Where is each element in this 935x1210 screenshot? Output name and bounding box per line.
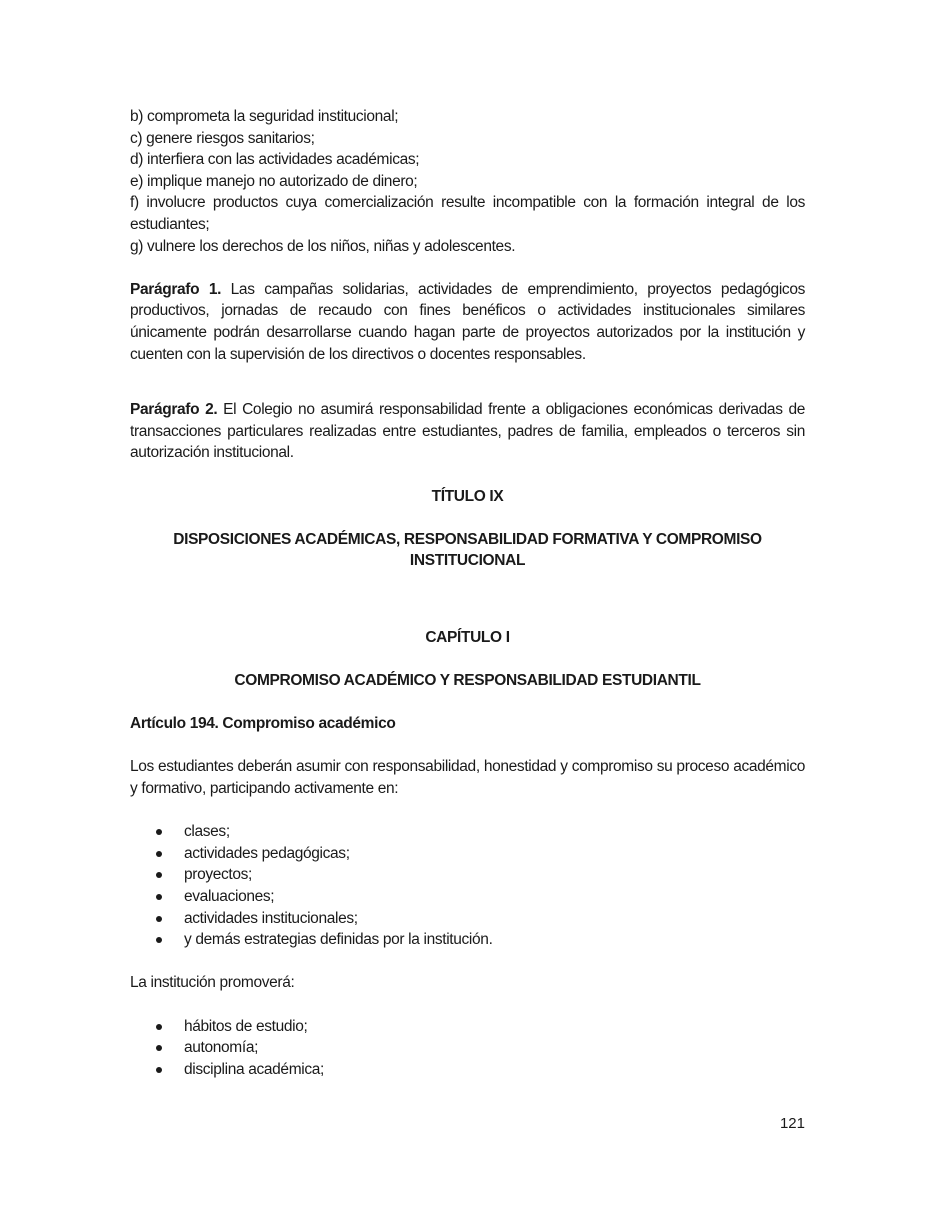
list-item-text: y demás estrategias definidas por la institución. <box>184 931 493 949</box>
paragrafo-1-text: Las campañas solidarias, actividades de emprendimiento, proyectos pedagógicos productivos, jornadas de recaudo con fines benéficos o actividades institucionales similares únicamente podrán desarrollarse cuando hagan parte de proyectos autorizados por la institución y cuenten con la supervisión de los directivos o docentes responsables. <box>130 280 805 363</box>
promotion-list <box>130 1016 805 1081</box>
list-item <box>130 843 805 865</box>
list-item-text: actividades institucionales; <box>184 909 358 927</box>
list-item <box>130 1016 805 1038</box>
list-item-f: f) involucre productos cuya comercialización resulte incompatible con la formación integral de los estudiantes; <box>130 194 805 233</box>
list-item-text: hábitos de estudio; <box>184 1017 308 1035</box>
list-item <box>130 886 805 908</box>
bullet-icon <box>156 1024 162 1030</box>
capitulo-heading: CAPÍTULO I <box>425 628 510 646</box>
capitulo-subtitle: COMPROMISO ACADÉMICO Y RESPONSABILIDAD ESTUDIANTIL <box>234 672 701 690</box>
list-item-e: e) implique manejo no autorizado de dinero; <box>130 172 418 190</box>
list-item-text: clases; <box>184 823 230 841</box>
continued-list <box>130 106 805 257</box>
participation-list <box>130 821 805 951</box>
promovera-intro: La institución promoverá: <box>130 974 295 992</box>
paragrafo-2 <box>130 399 805 464</box>
bullet-icon <box>156 872 162 878</box>
titulo-heading: TÍTULO IX <box>431 487 504 505</box>
list-item-g: g) vulnere los derechos de los niños, niñas y adolescentes. <box>130 237 516 255</box>
paragrafo-2-label: Parágrafo 2. <box>130 401 218 419</box>
paragrafo-2-text: El Colegio no asumirá responsabilidad frente a obligaciones económicas derivadas de transacciones particulares realizadas entre estudiantes, padres de familia, empleados o terceros sin autorización institucional. <box>130 401 805 462</box>
list-item-d: d) interfiera con las actividades académicas; <box>130 151 420 169</box>
list-item <box>130 821 805 843</box>
list-item-text: autonomía; <box>184 1039 259 1057</box>
titulo-subtitle-line-2: INSTITUCIONAL <box>409 552 526 570</box>
list-item <box>130 1037 805 1059</box>
bullet-icon <box>156 937 162 943</box>
list-item-text: proyectos; <box>184 866 253 884</box>
list-item <box>130 908 805 930</box>
bullet-icon <box>156 894 162 900</box>
list-item-c: c) genere riesgos sanitarios; <box>130 129 315 147</box>
list-item-text: actividades pedagógicas; <box>184 844 350 862</box>
paragrafo-1 <box>130 279 805 365</box>
list-item-b: b) comprometa la seguridad institucional; <box>130 108 399 125</box>
articulo-intro: Los estudiantes deberán asumir con responsabilidad, honestidad y compromiso su proceso académico y formativo, participando activamente en: <box>130 758 805 798</box>
page-number: 121 <box>779 1115 805 1132</box>
bullet-icon <box>156 1067 162 1073</box>
articulo-heading: Artículo 194. Compromiso académico <box>130 715 396 733</box>
paragrafo-1-label: Parágrafo 1. <box>130 280 222 298</box>
list-item <box>130 864 805 886</box>
bullet-icon <box>156 829 162 835</box>
list-item <box>130 1059 805 1081</box>
list-item <box>130 929 805 951</box>
list-item-text: disciplina académica; <box>184 1060 324 1078</box>
titulo-subtitle-line-1: DISPOSICIONES ACADÉMICAS, RESPONSABILIDAD FORMATIVA Y COMPROMISO <box>173 530 762 548</box>
bullet-icon <box>156 916 162 922</box>
bullet-icon <box>156 851 162 857</box>
bullet-icon <box>156 1045 162 1051</box>
document-page <box>130 106 805 1080</box>
list-item-text: evaluaciones; <box>184 888 275 905</box>
